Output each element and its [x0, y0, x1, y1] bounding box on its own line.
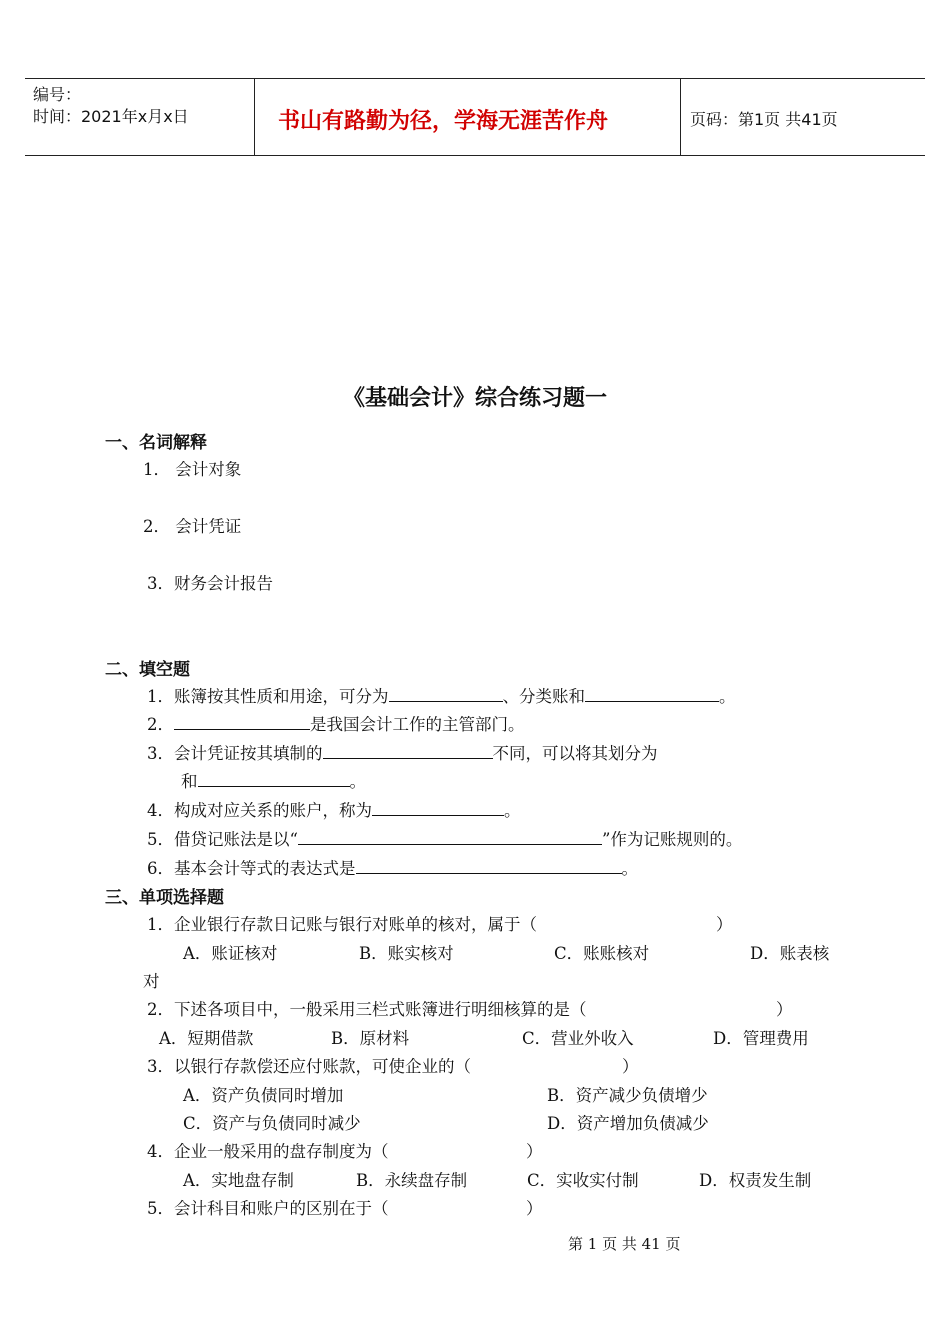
- option-b[interactable]: B．原材料: [331, 1029, 410, 1048]
- q-text: 、分类账和: [502, 687, 585, 706]
- option-d-wrap: 对: [143, 972, 160, 991]
- choice-question-1-close: ）: [716, 915, 733, 934]
- choice-question-1-stem: 1．企业银行存款日记账与银行对账单的核对，属于（: [147, 915, 537, 934]
- fill-question-6: [147, 855, 638, 879]
- choice-question-2-stem: 2．下述各项目中，一般采用三栏式账簿进行明细核算的是（: [147, 1000, 587, 1019]
- choice-question-5-close: ）: [526, 1199, 543, 1218]
- option-c[interactable]: C．营业外收入: [522, 1029, 634, 1048]
- q-text: 。: [719, 687, 736, 706]
- fill-question-3: [147, 740, 658, 764]
- option-c[interactable]: C．资产与负债同时减少: [183, 1114, 361, 1133]
- q-text: 。: [349, 772, 366, 791]
- q-text: 。: [621, 859, 638, 878]
- page-title: 《基础会计》综合练习题一: [342, 385, 607, 411]
- page-footer: 第 1 页 共 41 页: [568, 1235, 681, 1253]
- option-a[interactable]: A．短期借款: [159, 1029, 254, 1048]
- answer-blank[interactable]: [174, 711, 310, 730]
- option-d[interactable]: D．账表核: [750, 944, 830, 963]
- option-d[interactable]: D．权责发生制: [699, 1171, 812, 1190]
- option-a[interactable]: A．账证核对: [183, 944, 278, 963]
- header-bottom-rule: [25, 155, 925, 156]
- choice-question-3-close: ）: [622, 1057, 639, 1076]
- header-page-info: 页码：第1页 共41页: [690, 110, 838, 129]
- choice-question-4-close: ）: [526, 1142, 543, 1161]
- option-b[interactable]: B．账实核对: [359, 944, 454, 963]
- section1-heading: 一、名词解释: [105, 433, 207, 453]
- list-item: 2． 会计凭证: [143, 517, 242, 536]
- fill-question-1: [147, 683, 736, 707]
- option-b[interactable]: B．永续盘存制: [356, 1171, 468, 1190]
- header-motto: 书山有路勤为径，学海无涯苦作舟: [278, 108, 609, 134]
- section2-heading: 二、填空题: [105, 660, 190, 680]
- answer-blank[interactable]: [585, 683, 719, 702]
- option-c[interactable]: C．实收实付制: [527, 1171, 639, 1190]
- q-text: 。: [504, 801, 521, 820]
- q-text: 5．借贷记账法是以“: [147, 830, 298, 849]
- header-number-label: 编号：: [33, 85, 82, 104]
- header-top-rule: [25, 78, 925, 79]
- choice-question-4-stem: 4．企业一般采用的盘存制度为（: [147, 1142, 389, 1161]
- option-c[interactable]: C．账账核对: [554, 944, 650, 963]
- answer-blank[interactable]: [389, 683, 503, 702]
- list-item: 1． 会计对象: [143, 460, 242, 479]
- choice-question-5-stem: 5．会计科目和账户的区别在于（: [147, 1199, 389, 1218]
- answer-blank[interactable]: [298, 826, 602, 845]
- section3-heading: 三、单项选择题: [105, 888, 224, 908]
- answer-blank[interactable]: [198, 768, 350, 787]
- q-text: 2．: [147, 715, 174, 734]
- option-d[interactable]: D．管理费用: [713, 1029, 809, 1048]
- answer-blank[interactable]: [323, 740, 493, 759]
- header-time-label: 时间：2021年x月x日: [33, 107, 189, 126]
- header-divider-left: [254, 78, 255, 155]
- q-text: 3．会计凭证按其填制的: [147, 744, 323, 763]
- list-item: 3．财务会计报告: [147, 574, 273, 593]
- option-d[interactable]: D．资产增加负债减少: [547, 1114, 709, 1133]
- q-text: 是我国会计工作的主管部门。: [310, 715, 525, 734]
- fill-question-2: [147, 711, 525, 735]
- answer-blank[interactable]: [372, 797, 504, 816]
- choice-question-3-stem: 3．以银行存款偿还应付账款，可使企业的（: [147, 1057, 471, 1076]
- choice-question-2-close: ）: [776, 1000, 793, 1019]
- option-a[interactable]: A．实地盘存制: [183, 1171, 294, 1190]
- q-text: 和: [181, 772, 198, 791]
- q-text: 不同，可以将其划分为: [492, 744, 658, 763]
- q-text: 6．基本会计等式的表达式是: [147, 859, 356, 878]
- q-text: ”作为记账规则的。: [601, 830, 743, 849]
- option-a[interactable]: A．资产负债同时增加: [183, 1086, 344, 1105]
- option-b[interactable]: B．资产减少负债增少: [547, 1086, 708, 1105]
- header-divider-right: [680, 78, 681, 155]
- q-text: 4．构成对应关系的账户，称为: [147, 801, 372, 820]
- answer-blank[interactable]: [356, 855, 622, 874]
- q-text: 1．账簿按其性质和用途，可分为: [147, 687, 389, 706]
- fill-question-4: [147, 797, 521, 821]
- fill-question-5: [147, 826, 742, 850]
- fill-question-3-cont: [181, 768, 366, 792]
